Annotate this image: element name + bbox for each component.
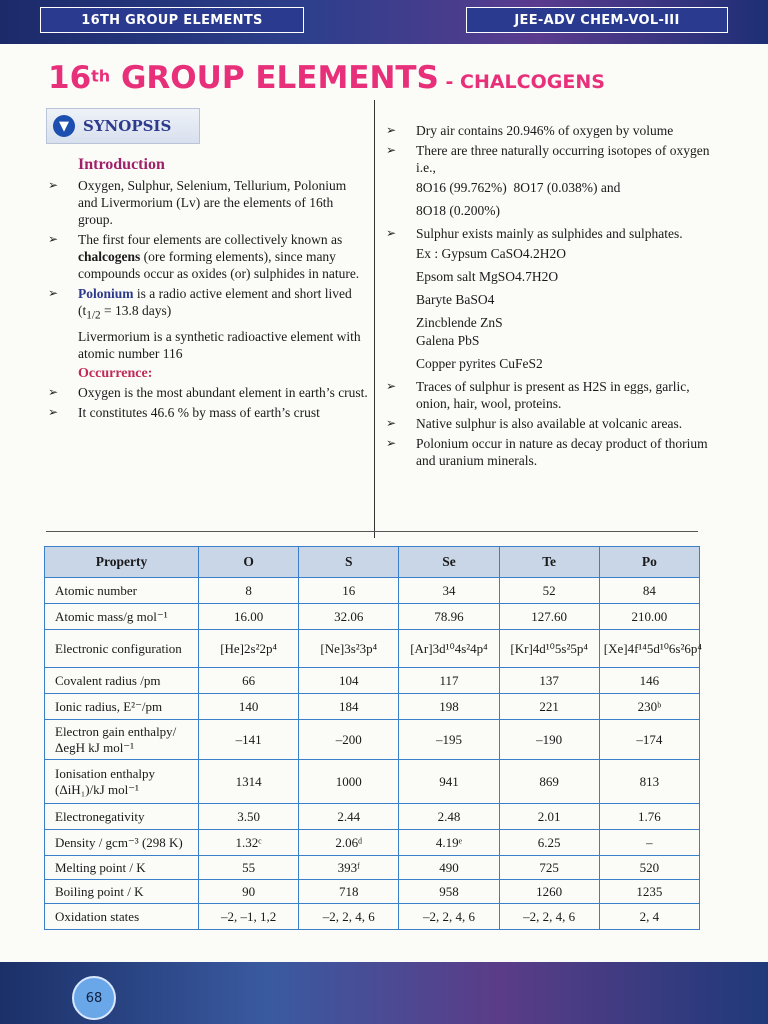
value-cell: 8 (199, 578, 299, 604)
table-row (45, 578, 700, 604)
value-cell: 127.60 (499, 604, 599, 630)
value-cell: 55 (199, 856, 299, 880)
value-cell: 146 (599, 668, 699, 694)
property-cell: Density / gcm⁻³ (298 K) (45, 830, 199, 856)
value-cell: 84 (599, 578, 699, 604)
property-table (44, 546, 700, 930)
value-cell: [He]2s²2p⁴ (199, 630, 299, 668)
column-header: Po (599, 547, 699, 578)
value-cell: 230ᵇ (599, 694, 699, 720)
bullet-text: The first four elements are collectively known as (78, 232, 343, 247)
title-sub: - CHALCOGENS (438, 71, 605, 93)
bullet-sub: 1/2 (86, 309, 101, 322)
value-cell: 1314 (199, 760, 299, 804)
value-cell: 78.96 (399, 604, 499, 630)
bullet-item: ➢ Native sulphur is also available at volcanic areas. (386, 415, 714, 432)
value-cell: 16 (299, 578, 399, 604)
table-row (45, 830, 700, 856)
column-divider (374, 100, 375, 538)
bullet-text: (ore forming elements), since many compounds occur as oxides (or) sulphides in nature. (78, 249, 360, 281)
title-sup: th (91, 66, 111, 86)
value-cell: 184 (299, 694, 399, 720)
synopsis-badge (46, 108, 200, 144)
value-cell: –2, 2, 4, 6 (499, 904, 599, 930)
value-cell: –2, –1, 1,2 (199, 904, 299, 930)
bullet-item (48, 285, 368, 325)
occurrence-heading: Occurrence: (78, 365, 153, 381)
value-cell: 198 (399, 694, 499, 720)
value-cell: 2, 4 (599, 904, 699, 930)
column-header: Property (45, 547, 199, 578)
value-cell: 2.06ᵈ (299, 830, 399, 856)
bullet-item: ➢ Dry air contains 20.946% of oxygen by volume (386, 122, 714, 139)
value-cell: –174 (599, 720, 699, 760)
value-cell: 137 (499, 668, 599, 694)
value-cell: [Kr]4d¹⁰5s²5p⁴ (499, 630, 599, 668)
property-cell: Melting point / K (45, 856, 199, 880)
value-cell: 6.25 (499, 830, 599, 856)
table-row (45, 630, 700, 668)
value-cell: 1235 (599, 880, 699, 904)
value-cell: 393ᶠ (299, 856, 399, 880)
property-cell: Electronic configuration (45, 630, 199, 668)
bullet-item (48, 231, 368, 282)
column-header: O (199, 547, 299, 578)
value-cell: 718 (299, 880, 399, 904)
table-row (45, 694, 700, 720)
example-line: Copper pyrites CuFeS2 (416, 356, 543, 371)
intro-heading: Introduction (78, 156, 165, 173)
value-cell: –200 (299, 720, 399, 760)
isotope: 8O17 (0.038%) and (513, 180, 621, 195)
value-cell: 725 (499, 856, 599, 880)
value-cell: 3.50 (199, 804, 299, 830)
bullet-item: ➢ Traces of sulphur is present as H2S in eggs, garlic, onion, hair, wool, proteins. (386, 378, 714, 412)
value-cell: –190 (499, 720, 599, 760)
value-cell: 2.01 (499, 804, 599, 830)
header-band (0, 0, 768, 44)
value-cell: 104 (299, 668, 399, 694)
isotope-line (386, 179, 714, 196)
isotope-line: 8O18 (0.200%) (416, 203, 500, 218)
example-line: Baryte BaSO4 (416, 292, 495, 307)
value-cell: 1260 (499, 880, 599, 904)
value-cell: 210.00 (599, 604, 699, 630)
value-cell: –2, 2, 4, 6 (299, 904, 399, 930)
value-cell: –141 (199, 720, 299, 760)
value-cell: – (599, 830, 699, 856)
value-cell: 66 (199, 668, 299, 694)
bullet-text: = 13.8 days) (100, 303, 172, 318)
table-row (45, 760, 700, 804)
table-row (45, 604, 700, 630)
value-cell: 32.06 (299, 604, 399, 630)
property-cell: Covalent radius /pm (45, 668, 199, 694)
table-row (45, 880, 700, 904)
value-cell: 941 (399, 760, 499, 804)
value-cell: –195 (399, 720, 499, 760)
value-cell: 52 (499, 578, 599, 604)
example-line: Zincblende ZnS (416, 315, 503, 330)
value-cell: [Xe]4f¹⁴5d¹⁰6s²6p⁴ (599, 630, 699, 668)
property-cell: Electron gain enthalpy/ ΔegH kJ mol⁻¹ (45, 720, 199, 760)
value-cell: –2, 2, 4, 6 (399, 904, 499, 930)
bullet-text: is a radio active element and short lived (t (78, 286, 352, 318)
bullet-bold: Polonium (78, 286, 134, 301)
header-chapter-label: 16TH GROUP ELEMENTS (40, 7, 304, 33)
property-cell: Electronegativity (45, 804, 199, 830)
value-cell: 2.48 (399, 804, 499, 830)
page-title (48, 60, 728, 100)
column-header: Te (499, 547, 599, 578)
property-cell: Ionic radius, E²⁻/pm (45, 694, 199, 720)
example-line: Ex : Gypsum CaSO4.2H2O (416, 246, 567, 261)
header-volume-label: JEE-ADV CHEM-VOL-III (466, 7, 728, 33)
right-column (386, 122, 714, 472)
value-cell: 490 (399, 856, 499, 880)
bullet-item: ➢ There are three naturally occurring isotopes of oxygen i.e., (386, 142, 714, 176)
arrow-down-icon: ▼ (53, 115, 75, 137)
value-cell: 869 (499, 760, 599, 804)
property-cell: Boiling point / K (45, 880, 199, 904)
value-cell: 1000 (299, 760, 399, 804)
value-cell: 813 (599, 760, 699, 804)
table-header-row (45, 547, 700, 578)
value-cell: 34 (399, 578, 499, 604)
paragraph: Livermorium is a synthetic radioactive element with atomic number 116 (78, 328, 361, 361)
table-row (45, 856, 700, 880)
value-cell: [Ne]3s²3p⁴ (299, 630, 399, 668)
property-cell: Atomic number (45, 578, 199, 604)
section-divider (46, 531, 698, 532)
value-cell: 1.32ᶜ (199, 830, 299, 856)
bullet-item: ➢ It constitutes 46.6 % by mass of earth’s crust (48, 404, 368, 421)
isotope: 8O16 (99.762%) (416, 180, 507, 195)
bullet-item: ➢ Sulphur exists mainly as sulphides and sulphates. (386, 225, 714, 242)
value-cell: 117 (399, 668, 499, 694)
value-cell: 4.19ᵉ (399, 830, 499, 856)
value-cell: 221 (499, 694, 599, 720)
table-row (45, 668, 700, 694)
property-cell: Atomic mass/g mol⁻¹ (45, 604, 199, 630)
column-header: Se (399, 547, 499, 578)
column-header: S (299, 547, 399, 578)
table-row (45, 804, 700, 830)
bullet-item: ➢ Oxygen, Sulphur, Selenium, Tellurium, Polonium and Livermorium (Lv) are the elements of 16th group. (48, 177, 368, 228)
title-main: GROUP ELEMENTS (110, 60, 439, 96)
value-cell: 2.44 (299, 804, 399, 830)
left-column (48, 150, 368, 424)
example-line: Epsom salt MgSO4.7H2O (416, 269, 559, 284)
value-cell: 90 (199, 880, 299, 904)
value-cell: 16.00 (199, 604, 299, 630)
title-number: 16 (48, 60, 92, 96)
value-cell: [Ar]3d¹⁰4s²4p⁴ (399, 630, 499, 668)
page-number: 68 (72, 976, 116, 1020)
bullet-bold: chalcogens (78, 249, 141, 264)
table-row (45, 720, 700, 760)
bullet-item: ➢ Oxygen is the most abundant element in earth’s crust. (48, 384, 368, 401)
synopsis-label: SYNOPSIS (83, 117, 172, 135)
value-cell: 958 (399, 880, 499, 904)
value-cell: 520 (599, 856, 699, 880)
table-row (45, 904, 700, 930)
property-cell: Ionisation enthalpy (ΔiH₁)/kJ mol⁻¹ (45, 760, 199, 804)
value-cell: 1.76 (599, 804, 699, 830)
value-cell: 140 (199, 694, 299, 720)
example-line: Galena PbS (416, 333, 480, 348)
property-cell: Oxidation states (45, 904, 199, 930)
bullet-item: ➢ Polonium occur in nature as decay product of thorium and uranium minerals. (386, 435, 714, 469)
